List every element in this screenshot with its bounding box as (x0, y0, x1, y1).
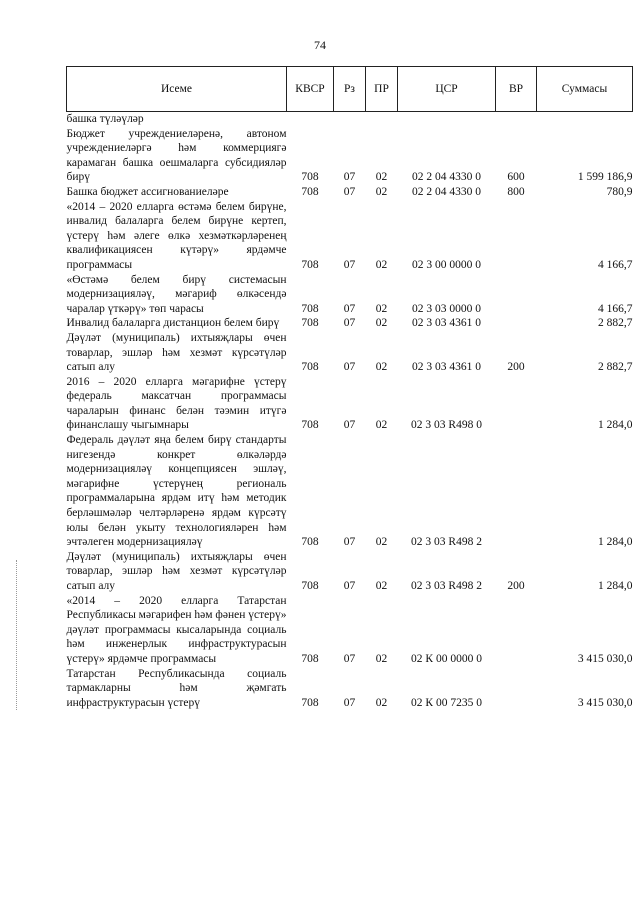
row-name: Дәүләт (муниципаль) ихтыяҗлары өчен товарлар, эшләр һәм хезмәт күрсәтүләр сатып алу (66, 331, 287, 374)
row-vr: 200 (507, 361, 525, 374)
row-tsr: 02 2 04 4330 0 (412, 185, 481, 198)
row-name: Бюджет учреждениеләренә, автоном учреждениеләргә һәм коммерциягә карамаган башка оешмаларга субсидияләр бирү (66, 127, 287, 184)
row-tsr: 02 3 03 0000 0 (412, 302, 481, 315)
row-tsr: 02 3 03 R498 2 (411, 580, 482, 592)
table-row (67, 273, 633, 317)
row-vr: 800 (507, 185, 525, 198)
row-vr (496, 316, 537, 331)
row-vr (496, 112, 537, 127)
page-number: 74 (314, 38, 326, 52)
row-kvsr: 708 (301, 185, 319, 198)
row-tsr: 02 3 00 0000 0 (412, 258, 481, 271)
header-rz: Рз (334, 67, 366, 112)
row-name: «Өстәмә белем бирү системасын модернизацияләү, мәгариф өлкәсендә чаралар үткәрү» төп чарасы (66, 273, 287, 315)
table-row (67, 316, 633, 331)
row-rz (334, 112, 366, 127)
row-kvsr: 708 (301, 171, 319, 184)
row-rz: 07 (343, 419, 356, 432)
row-vr: 600 (507, 171, 525, 184)
table-row (67, 667, 633, 711)
row-name: башка түләүләр (66, 113, 144, 125)
row-name: 2016 – 2020 елларга мәгарифне үстерү федераль максатчан программасы чараларын финанс белән тәэмин итүгә финанслашу чыгымнары (66, 375, 287, 432)
row-sum (537, 112, 633, 127)
table-row (67, 331, 633, 375)
table-row (67, 200, 633, 273)
budget-table (66, 66, 633, 710)
row-pr: 02 (375, 258, 388, 271)
row-sum: 4 166,7 (598, 302, 633, 315)
row-kvsr: 708 (301, 258, 319, 271)
row-rz: 07 (343, 171, 356, 184)
row-kvsr: 708 (301, 361, 319, 374)
header-vr: ВР (496, 67, 537, 112)
row-tsr: 02 3 03 4361 0 (412, 317, 481, 330)
row-sum: 3 415 030,0 (577, 652, 633, 665)
row-name: Федераль дәүләт яңа белем бирү стандарты нигезендә конкрет өлкәләрдә модернизацияләү концепциясен эшләү, мәгарифне үстерүнең региональ программаларына ярдәм итү һәм методик берләшмәләр челтәрләренә ярдәм күрсәтү юлы белән укыту технологияләрен һәм эчтәлеген модернизацияләү (66, 434, 287, 549)
row-tsr: 02 3 03 R498 2 (411, 536, 482, 549)
table-row (67, 433, 633, 550)
row-name: Башка бюджет ассигнованиеләре (66, 185, 229, 198)
row-sum: 780,9 (606, 185, 633, 198)
row-pr: 02 (375, 302, 388, 315)
table-row (67, 594, 633, 667)
row-rz: 07 (343, 652, 356, 665)
row-tsr: 02 3 03 R498 0 (411, 419, 482, 432)
row-vr (496, 667, 537, 711)
table-row (67, 550, 633, 594)
row-name: Татарстан Республикасында социаль тармакларны һәм җәмгать инфраструктурасын үстерү (66, 667, 287, 709)
row-pr: 02 (375, 361, 388, 374)
row-vr (496, 200, 537, 273)
row-rz: 07 (343, 536, 356, 549)
table-row (67, 185, 633, 200)
row-tsr: 02 К 00 7235 0 (411, 696, 482, 709)
row-vr (496, 594, 537, 667)
row-sum: 3 415 030,0 (577, 696, 633, 709)
row-rz: 07 (343, 185, 356, 198)
row-rz: 07 (343, 361, 356, 374)
row-pr: 02 (375, 652, 388, 665)
row-rz: 07 (343, 302, 356, 315)
row-kvsr: 708 (301, 419, 319, 432)
row-kvsr: 708 (301, 580, 319, 592)
row-pr: 02 (375, 185, 388, 198)
table-row (67, 112, 633, 127)
row-sum: 4 166,7 (598, 258, 633, 271)
row-pr: 02 (375, 171, 388, 184)
table-header-row (67, 67, 633, 112)
row-sum: 1 284,0 (598, 419, 633, 432)
row-kvsr: 708 (301, 536, 319, 549)
row-sum: 1 284,0 (598, 580, 633, 592)
row-kvsr: 708 (301, 652, 319, 665)
row-tsr: 02 3 03 4361 0 (412, 361, 481, 374)
header-sum: Суммасы (537, 67, 633, 112)
row-rz: 07 (343, 580, 356, 592)
row-tsr: 02 2 04 4330 0 (412, 171, 481, 184)
row-name: Дәүләт (муниципаль) ихтыяҗлары өчен товарлар, эшләр һәм хезмәт күрсәтүләр сатып алу (66, 550, 287, 592)
binding-margin-marks (16, 560, 21, 710)
row-pr: 02 (375, 696, 388, 709)
row-rz: 07 (343, 696, 356, 709)
row-vr (496, 273, 537, 317)
row-kvsr: 708 (301, 317, 319, 330)
row-kvsr: 708 (301, 302, 319, 315)
row-sum: 1 284,0 (598, 536, 633, 549)
row-sum: 2 882,7 (598, 361, 633, 374)
row-pr: 02 (375, 317, 388, 330)
row-name: Инвалид балаларга дистанцион белем бирү (66, 317, 280, 330)
row-tsr: 02 К 00 0000 0 (411, 652, 482, 665)
row-pr: 02 (375, 580, 388, 592)
row-vr (496, 433, 537, 550)
row-rz: 07 (343, 317, 356, 330)
row-kvsr (287, 112, 334, 127)
row-sum: 2 882,7 (598, 317, 633, 330)
table-row (67, 127, 633, 185)
header-name: Исеме (67, 67, 287, 112)
table-row (67, 375, 633, 433)
header-tsr: ЦСР (398, 67, 496, 112)
header-kvsr: КВСР (287, 67, 334, 112)
row-name: «2014 – 2020 елларга Татарстан Республикасы мәгарифен һәм фәнен үстерү» дәүләт программасы кысаларында социаль һәм инженерлык инфраструктурасын үстерү» ярдәмче программасы (66, 594, 287, 665)
row-kvsr: 708 (301, 696, 319, 709)
row-name: «2014 – 2020 елларга өстәмә белем бирүне, инвалид балаларга белем бирүне кертеп, үстерү һәм әлеге өлкә хезмәткәрләренең квалификациясен күтәрү» ярдәмче программасы (66, 200, 287, 271)
row-vr (496, 375, 537, 433)
row-pr: 02 (375, 536, 388, 549)
row-pr (366, 112, 398, 127)
header-pr: ПР (366, 67, 398, 112)
row-pr: 02 (375, 419, 388, 432)
row-vr: 200 (507, 580, 525, 592)
row-rz: 07 (343, 258, 356, 271)
row-sum: 1 599 186,9 (577, 171, 633, 184)
row-tsr (398, 112, 496, 127)
